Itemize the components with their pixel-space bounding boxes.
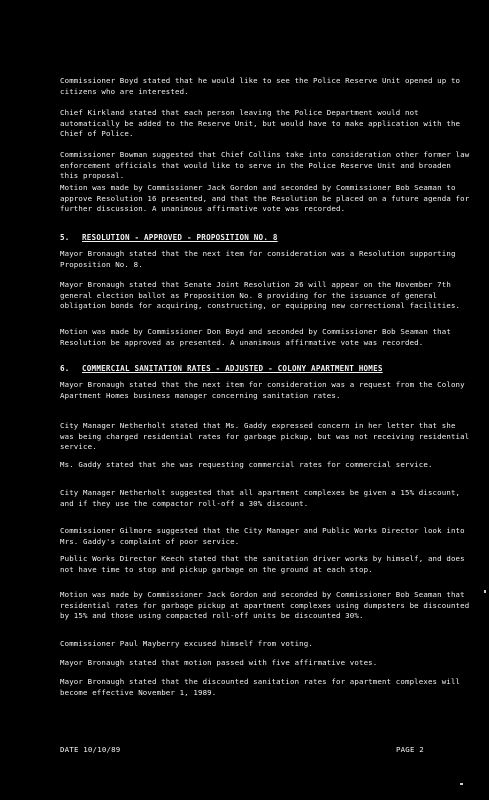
paragraph-gaddy-request: Ms. Gaddy stated that she was requesting commercial rates for commercial service. — [60, 460, 433, 469]
paragraph-senate-resolution: Mayor Bronaugh stated that Senate Joint Resolution 26 will appear on the November 7th general election ballot as Proposition No. 8 providing for the issuance of general obligation bonds for acquiring, constructing, or equipping new correctional facilities. — [60, 280, 461, 311]
footer-page-number: PAGE 2 — [396, 745, 424, 754]
section-heading-6 — [60, 364, 470, 374]
section-title: RESOLUTION - APPROVED - PROPOSITION NO. 8 — [82, 233, 278, 242]
paragraph-netherholt-discount: City Manager Netherholt suggested that all apartment complexes be given a 15% discount, and if they use the compactor roll-off a 30% discount. — [60, 488, 465, 508]
paragraph-police-reserve-citizens: Commissioner Boyd stated that he would like to see the Police Reserve Unit opened up to citizens who are interested. — [60, 76, 465, 96]
section-heading-5 — [60, 233, 470, 243]
paragraph-colony-request: Mayor Bronaugh stated that the next item for consideration was a request from the Colony Apartment Homes business manager concerning sanitation rates. — [60, 380, 470, 400]
paragraph-motion-sanitation: Motion was made by Commissioner Jack Gordon and seconded by Commissioner Bob Seaman that residential rates for garbage pickup at apartment complexes using dumpsters be discounted by 15% and those using compacted roll-off units be discounted 30%. — [60, 590, 474, 621]
scan-speck — [460, 783, 463, 785]
paragraph-gilmore-suggestion: Commissioner Gilmore suggested that the City Manager and Public Works Director look into Mrs. Gaddy's complaint of poor service. — [60, 526, 470, 546]
section-number: 5. — [60, 233, 70, 242]
paragraph-motion-resolution: Motion was made by Commissioner Jack Gordon and seconded by Commissioner Bob Seaman to approve Resolution 16 presented, and that the Resolution be placed on a future agenda for further discussion. A unanimous affirmative vote was recorded. — [60, 183, 474, 214]
section-title: COMMERCIAL SANITATION RATES - ADJUSTED - COLONY APARTMENT HOMES — [82, 364, 383, 373]
paragraph-mayberry-excused: Commissioner Paul Mayberry excused himself from voting. — [60, 639, 313, 648]
paragraph-motion-proposition: Motion was made by Commissioner Don Boyd and seconded by Commissioner Bob Seaman that Resolution be approved as presented. A unanimous affirmative vote was recorded. — [60, 327, 456, 347]
scan-speck — [484, 590, 486, 593]
paragraph-keech-statement: Public Works Director Keech stated that the sanitation driver works by himself, and does not have time to stop and pickup garbage on the ground at each stop. — [60, 554, 470, 574]
section-number: 6. — [60, 364, 70, 373]
paragraph-bowman-suggestion: Commissioner Bowman suggested that Chief Collins take into consideration other former law enforcement officials that would like to serve in the Police Reserve Unit and broaden this proposal. — [60, 150, 474, 181]
paragraph-proposition-intro: Mayor Bronaugh stated that the next item for consideration was a Resolution supporting Proposition No. 8. — [60, 249, 461, 269]
paragraph-motion-passed: Mayor Bronaugh stated that motion passed with five affirmative votes. — [60, 658, 378, 667]
paragraph-chief-kirkland: Chief Kirkland stated that each person leaving the Police Department would not automatically be added to the Reserve Unit, but would have to make application with the Chief of Police. — [60, 108, 465, 139]
paragraph-effective-date: Mayor Bronaugh stated that the discounted sanitation rates for apartment complexes will become effective November 1, 1989. — [60, 677, 465, 697]
paragraph-netherholt-gaddy: City Manager Netherholt stated that Ms. Gaddy expressed concern in her letter that she was being charged residential rates for garbage pickup, but was not receiving residential service. — [60, 421, 474, 452]
footer-date: DATE 10/10/89 — [60, 745, 121, 754]
